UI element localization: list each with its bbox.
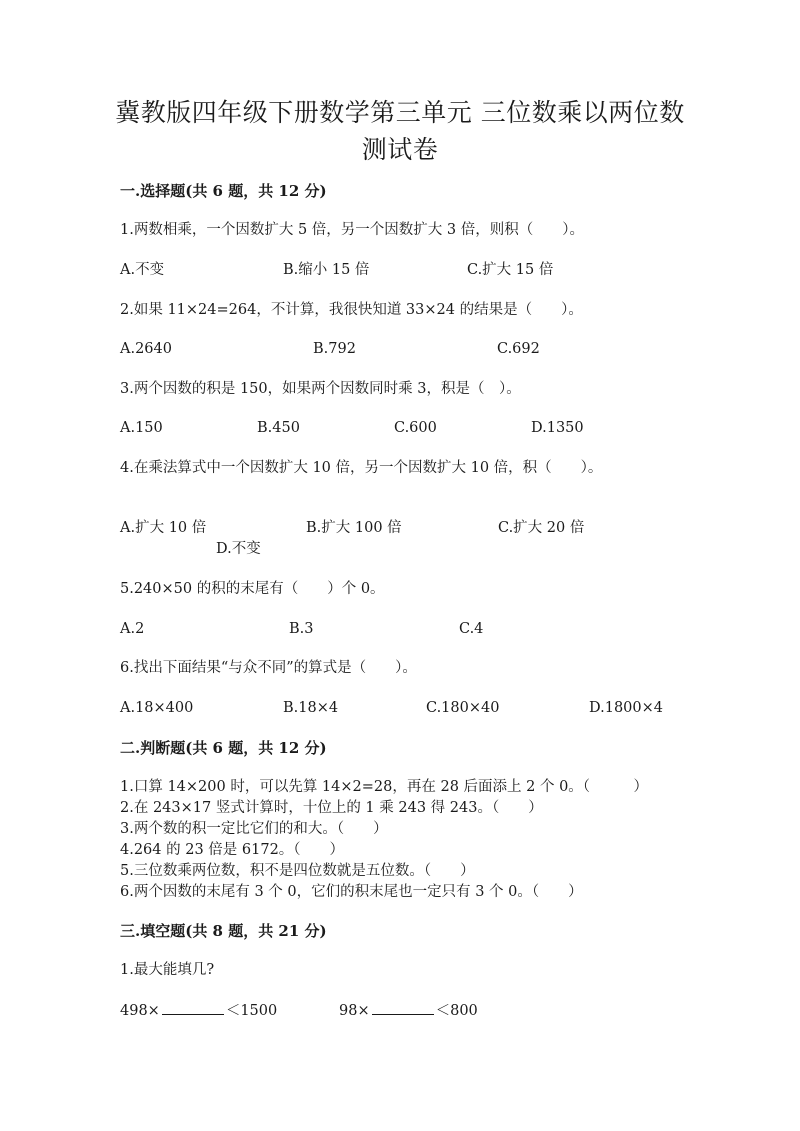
page-title-line1: 冀教版四年级下册数学第三单元 三位数乘以两位数 xyxy=(115,98,685,127)
q6-option-d: D.1800×4 xyxy=(589,700,663,716)
judge-item-3: 3.两个数的积一定比它们的和大。（ ） xyxy=(120,821,388,837)
q3-option-b: B.450 xyxy=(257,420,300,436)
answer-blank-1[interactable] xyxy=(162,1000,224,1015)
section-heading-judge: 二.判断题(共 6 题，共 12 分) xyxy=(120,739,327,757)
judge-item-1: 1.口算 14×200 时，可以先算 14×2=28，再在 28 后面添上 2 个 0。（ ） xyxy=(120,779,649,795)
q3-option-d: D.1350 xyxy=(531,420,584,436)
q5-option-a: A.2 xyxy=(120,621,145,637)
q1-option-a: A.不变 xyxy=(120,262,165,278)
judge-item-4: 4.264 的 23 倍是 6172。（ ） xyxy=(120,842,345,858)
q4-option-d: D.不变 xyxy=(216,541,261,557)
page-title-line2: 测试卷 xyxy=(361,135,439,164)
expr2-left: 98× xyxy=(339,1003,370,1019)
question-2: 2.如果 11×24=264，不计算，我很快知道 33×24 的结果是（ ）。 xyxy=(120,302,583,318)
q2-option-b: B.792 xyxy=(313,341,356,357)
q6-option-a: A.18×400 xyxy=(120,700,194,716)
question-6: 6.找出下面结果“与众不同”的算式是（ ）。 xyxy=(120,660,417,676)
answer-blank-2[interactable] xyxy=(372,1000,434,1015)
fill-question-1: 1.最大能填几? xyxy=(120,962,215,978)
q6-option-b: B.18×4 xyxy=(283,700,339,716)
q1-option-c: C.扩大 15 倍 xyxy=(467,262,554,278)
question-1: 1.两数相乘，一个因数扩大 5 倍，另一个因数扩大 3 倍，则积（ ）。 xyxy=(120,222,584,238)
q3-option-c: C.600 xyxy=(394,420,437,436)
q4-option-c: C.扩大 20 倍 xyxy=(498,520,585,536)
fill-expression-2 xyxy=(339,1000,478,1021)
q3-option-a: A.150 xyxy=(120,420,163,436)
q5-option-c: C.4 xyxy=(459,621,484,637)
fill-expression-1 xyxy=(120,1000,277,1021)
judge-item-2: 2.在 243×17 竖式计算时，十位上的 1 乘 243 得 243。（ ） xyxy=(120,800,543,816)
q1-option-b: B.缩小 15 倍 xyxy=(283,262,370,278)
q2-option-c: C.692 xyxy=(497,341,540,357)
section-heading-choice: 一.选择题(共 6 题，共 12 分) xyxy=(120,182,327,200)
question-5: 5.240×50 的积的末尾有（ ）个 0。 xyxy=(120,581,385,597)
judge-item-5: 5.三位数乘两位数，积不是四位数就是五位数。（ ） xyxy=(120,863,475,879)
expr1-left: 498× xyxy=(120,1003,160,1019)
q4-option-a: A.扩大 10 倍 xyxy=(120,520,207,536)
q4-option-b: B.扩大 100 倍 xyxy=(306,520,402,536)
section-heading-fill: 三.填空题(共 8 题，共 21 分) xyxy=(120,922,327,940)
q2-option-a: A.2640 xyxy=(120,341,172,357)
question-3: 3.两个因数的积是 150，如果两个因数同时乘 3，积是（ ）。 xyxy=(120,381,521,397)
question-4: 4.在乘法算式中一个因数扩大 10 倍，另一个因数扩大 10 倍，积（ ）。 xyxy=(120,460,603,476)
judge-item-6: 6.两个因数的末尾有 3 个 0，它们的积末尾也一定只有 3 个 0。（ ） xyxy=(120,884,583,900)
q5-option-b: B.3 xyxy=(289,621,314,637)
expr1-right: ＜1500 xyxy=(225,1003,278,1019)
q6-option-c: C.180×40 xyxy=(426,700,500,716)
expr2-right: ＜800 xyxy=(435,1003,478,1019)
